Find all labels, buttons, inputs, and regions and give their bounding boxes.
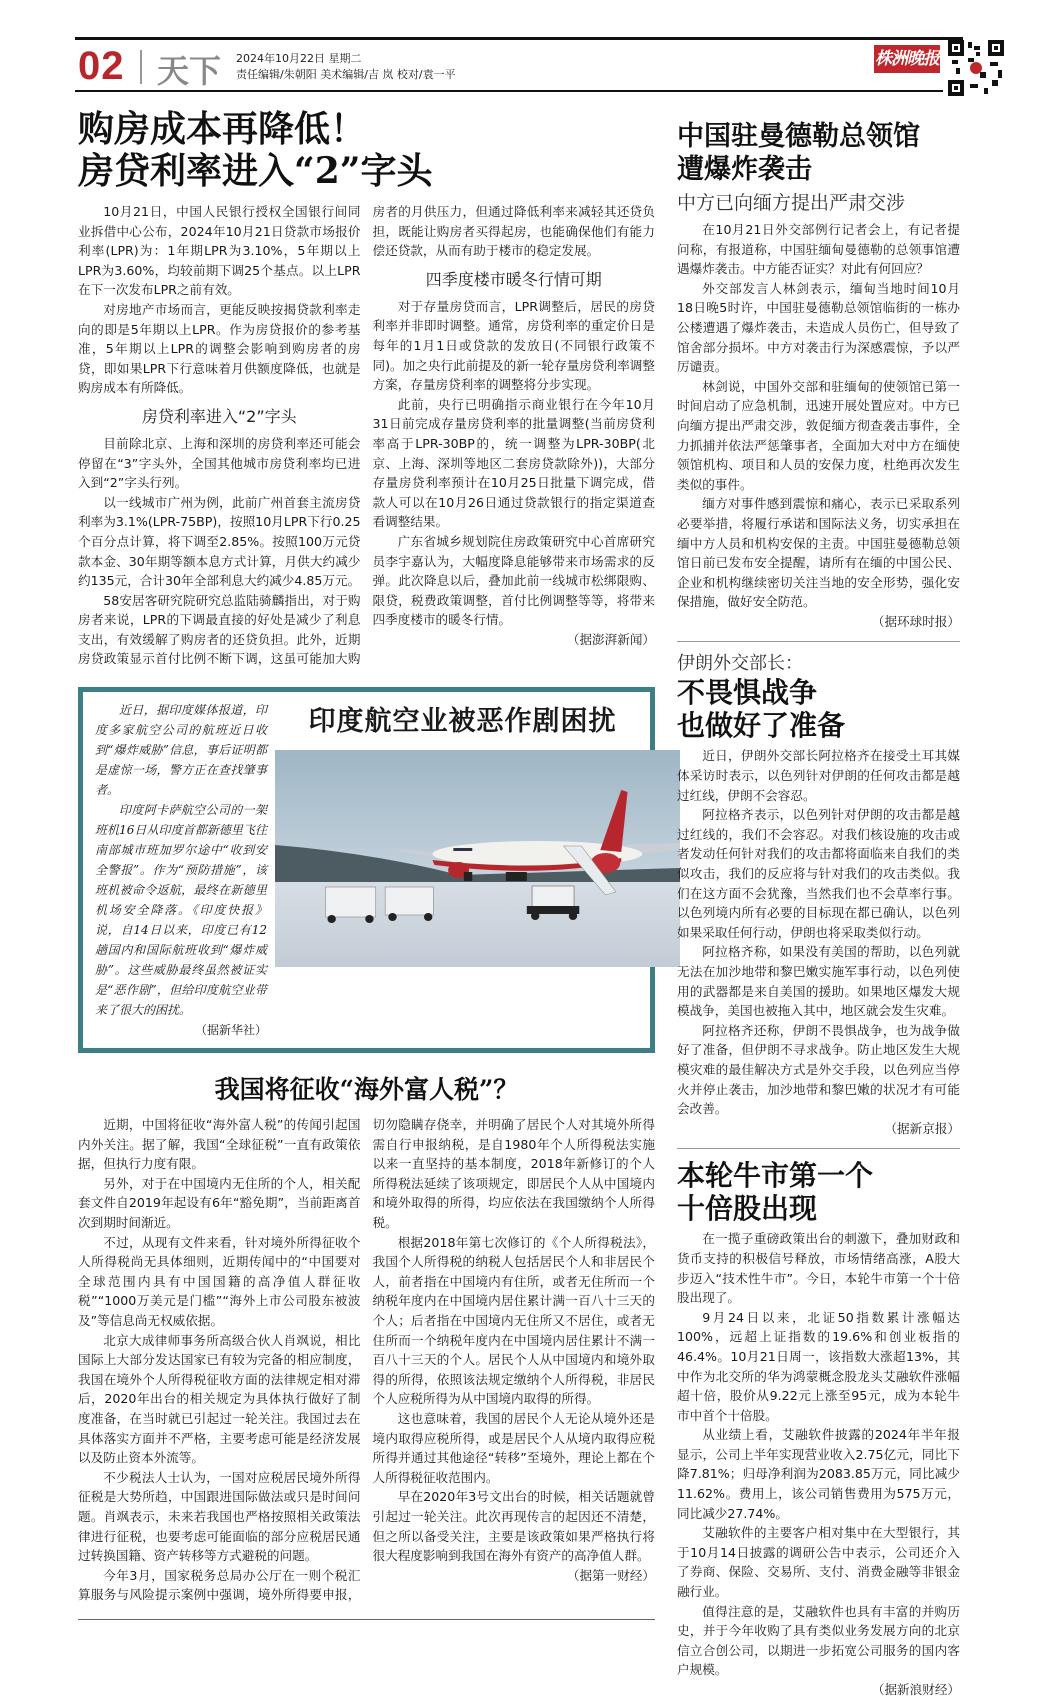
consulate-headline (677, 120, 960, 186)
airplane-photo (275, 750, 680, 967)
paragraph: 对房地产市场而言，更能反映按揭贷款利率走向的即是5年期以上LPR。作为房贷报价的参考基准，5年期以上LPR的调整会影响到购房者的房贷，即如果LPR下行意味着月供额度降低，也就是购房成本有所降低。 (78, 301, 361, 396)
article-source: （据新浪财经） (871, 1682, 960, 1697)
qr-code-icon (948, 40, 1004, 96)
paragraph: 不过，从现有文件来看，针对境外所得征收个人所得税尚无具体细则，近期传闻中的“中国要对全球范围内具有中国国籍的高净值人群征收税”“1000万美元是门槛”“海外上市公司股东被波及”等信息尚无权威依据。 (78, 1234, 361, 1328)
paragraph: 广东省城乡规划院住房政策研究中心首席研究员李宇嘉认为，大幅度降息能够带来市场需求的反弹。此次降息以后，叠加此前一线城市松绑限购、限贷，税费政策调整，首付比例调整等等，将带来四季度楼市的暖冬行情。 (372, 533, 655, 628)
paragraph: 对于存量房贷而言，LPR调整后，居民的房贷利率并非即时调整。通常，房贷利率的重定价日是每年的1月1日或贷款的发放日(不同银行政策不同)。加之央行此前提及的新一轮存量房贷利率调整方案，存量房贷利率的调整将分步实现。 (372, 298, 655, 393)
issue-date: 2024年10月22日 星期二 (236, 52, 362, 65)
paragraph: 今年3月，国家税务总局办公厅在一则个税汇算服务与风险提示案例中强调，境外所得要申报，切勿隐瞒存侥幸，并明确了居民个人对其境外所得需自行申报纳税，是自1980年个人所得税法实施以来一直坚持的基本制度，2018年新修订的个人所得税法延续了该项规定，即居民个人从中国境内和境外取得的所得，均应依法在我国缴纳个人所得税。 (78, 1117, 655, 1603)
editor-credits: 责任编辑/朱朝阳 美术编辑/吉 岚 校对/袁一平 (236, 68, 456, 81)
article-source: （据新华社） (194, 1023, 267, 1038)
paragraph: 阿拉格齐表示，以色列针对伊朗的攻击都是越过红线的，我们不会容忍。对我们核设施的攻击或者发动任何针对我们的攻击都将面临来自我们的类似攻击，我们的反应将与针对我们的攻击类似。我们在这方面不会犹豫，当然我们也不会草率行事。以色列境内所有必要的目标现在都已确认，以色列如果采取任何行动，伊朗也将采取类似行动。 (677, 807, 960, 940)
paragraph: 10月21日，中国人民银行授权全国银行间同业拆借中心公布，2024年10月21日贷款市场报价利率(LPR)为：1年期LPR为3.10%，5年期以上LPR为3.60%，均较前期下调25个基点。以上LPR在下一次发布LPR之前有效。 (78, 204, 361, 298)
top-rule (75, 37, 963, 40)
paragraph: 从业绩上看，艾融软件披露的2024年半年报显示，公司上半年实现营业收入2.75亿元，同比下降7.81%；归母净利润为2083.85万元，同比减少11.62%。费用上，该公司销售费用为575万元，同比减少27.74%。 (677, 1427, 960, 1521)
paragraph: 这也意味着，我国的居民个人无论从境外还是境内取得应税所得，或是居民个人从境内取得应税所得并通过其他途径“转移”至境外，理论上都在个人所得税征收范围内。 (372, 1410, 655, 1485)
subheading: 四季度楼市暖冬行情可期 (425, 269, 602, 289)
consulate-subtitle: 中方已向缅方提出严肃交涉 (677, 192, 906, 214)
page-bottom-rule (78, 1619, 655, 1620)
paragraph: 在10月21日外交部例行记者会上，有记者提问称，有报道称，中国驻缅甸曼德勒的总领事馆遭遇爆炸袭击。中方能否证实？对此有何回应？ (677, 222, 960, 277)
paragraph: 9月24日以来，北证50指数累计涨幅达100%，远超上证指数的19.6%和创业板指的46.4%。10月21日周一，该指数大涨超13%，其中作为北交所的华为鸿蒙概念股龙头艾融软件涨幅超十倍，股价从9.22元上涨至95元，成为本轮牛市中首个十倍股。 (677, 1309, 960, 1423)
paragraph: 林剑说，中国外交部和驻缅甸的使领馆已第一时间启动了应急机制，迅速开展处置应对。中方已向缅方提出严肃交涉，敦促缅方彻查袭击事件，全力抓捕并依法严惩肇事者，全面加大对中方在缅使领馆机构、项目和人员的安保力度，杜绝再次发生类似的事件。 (677, 378, 960, 492)
page-number: 02 (78, 44, 125, 88)
headline-line: 不畏惧战争 (677, 676, 818, 710)
newspaper-logo: 株洲晚报 (874, 45, 940, 73)
housing-headline (78, 108, 655, 192)
paragraph: 缅方对事件感到震惊和痛心，表示已采取系列必要举措，将履行承诺和国际法义务，切实承担在缅中方人员和机构安保的主责。中国驻曼德勒总领馆日前已发布安全提醒，请所有在缅的中国公民、企业和机构继续密切关注当地的安全形势，强化安保措施，做好安全防范。 (677, 496, 960, 610)
stock-article-body (677, 1229, 960, 1699)
headline-line: 购房成本再降低！ (78, 108, 367, 150)
headline-line: 房贷利率进入“2”字头 (78, 150, 433, 192)
iran-article-body (677, 746, 960, 1138)
headline-line: 本轮牛市第一个 (677, 1159, 874, 1193)
subheading: 房贷利率进入“2”字头 (141, 406, 297, 426)
column-divider (677, 641, 960, 642)
article-source: （据澎湃新闻） (566, 631, 655, 647)
paragraph: 不少税法人士认为，一国对应税居民境外所得征税是大势所趋，中国跟进国际做法或只是时间问题。肖飒表示，未来若我国也严格按照相关政策法律进行征税，也要考虑可能面临的部分应税居民通过转换国籍、资产转移等方式避税的问题。 (78, 1469, 361, 1564)
section-name: 天下 (157, 52, 222, 90)
paragraph: 58安居客研究院研究总监陆骑麟指出，对于购房者来说，LPR的下调最直接的好处是减少了利息支出，有效缓解了购房者的还贷负担。此外，近期房贷政策显示首付比例不断下调，这虽可能加大购房者的月供压力，但通过降低利率来减轻其还贷负担，既能让购房者买得起房，也能确保他们有能力偿还贷款，从而有助于楼市的稳定发展。 (78, 204, 655, 667)
consulate-article-body (677, 220, 960, 631)
stock-headline (677, 1159, 960, 1225)
paragraph: 目前除北京、上海和深圳的房贷利率还可能会停留在“3”字头外，全国其他城市房贷利率均已进入到“2”字头行列。 (78, 435, 361, 491)
paragraph: 近期，中国将征收“海外富人税”的传闻引起国内外关注。据了解，我国“全球征税”一直有政策依据，但执行力度有限。 (78, 1117, 361, 1172)
india-headline: 印度航空业被恶作剧困扰 (275, 700, 650, 744)
tax-headline: 我国将征收“海外富人税”？ (214, 1075, 519, 1105)
housing-article-body (78, 202, 655, 669)
article-source: （据新京报） (884, 1120, 960, 1136)
paragraph: 阿拉格齐还称，伊朗不畏惧战争，也为战争做好了准备，但伊朗不寻求战争。防止地区发生大规模灾难的最佳解决方式是外交手段，以色列应当停火并停止袭击，加沙地带和黎巴嫩的状况才有可能会改善。 (677, 1022, 960, 1117)
paragraph: 早在2020年3号文出台的时候，相关话题就曾引起过一轮关注。此次再现传言的起因还不清楚，但之所以备受关注，主要是该政策如果严格执行将很大程度影响到我国在海外有资产的高净值人群。 (372, 1489, 655, 1564)
header-divider (140, 50, 142, 84)
header-meta (236, 51, 836, 83)
india-article-body (95, 700, 267, 1040)
left-column (78, 108, 655, 1620)
paragraph: 北京大成律师事务所高级合伙人肖飒说，相比国际上大部分发达国家已有较为完备的相应制度，我国在境外个人所得税征收方面的法律规定相对滞后，2020年出台的相关规定为具体执行做好了制度准备，在当时就已引起过一轮关注。我国过去在具体落实方面并不严格，主要考虑可能是经济发展以及防止资本外流等。 (78, 1332, 361, 1466)
article-source: （据环球时报） (871, 613, 960, 629)
paragraph: 艾融软件的主要客户相对集中在大型银行，其于10月14日披露的调研公告中表示，公司还介入了券商、保险、交易所、支付、消费金融等非银金融行业。 (677, 1525, 960, 1600)
paragraph: 另外，对于在中国境内无住所的个人，相关配套文件自2019年起设有6年“豁免期”，当前距离首次到期时间渐近。 (78, 1175, 361, 1231)
column-divider (677, 1148, 960, 1149)
right-column (677, 120, 960, 1700)
paragraph: 近日，据印度媒体报道，印度多家航空公司的航班近日收到“爆炸威胁”信息，事后证明都是虚惊一场，警方正在查找肇事者。 (95, 703, 267, 798)
paragraph: 印度阿卡萨航空公司的一架班机16日从印度首都新德里飞往南部城市班加罗尔途中“收到安全警报”。作为“预防措施”，该班机被命令返航，最终在新德里机场安全降落。《印度快报》说，自14日以来，印度已有12趟国内和国际航班收到“爆炸威胁”。这些威胁最终虽然被证实是“恶作剧”，但给印度航空业带来了很大的困扰。 (95, 803, 267, 1018)
paragraph: 此前，央行已明确指示商业银行在今年10月31日前完成存量房贷利率的批量调整(当前房贷利率高于LPR-30BP的，统一调整为LPR-30BP(北京、上海、深圳等地区二套房贷款除外))，大部分存量房贷利率预计在10月25日批量下调完成，借款人可以在10月26日通过贷款银行的指定渠道查看调整结果。 (372, 396, 655, 530)
paragraph: 值得注意的是，艾融软件也具有丰富的并购历史，并于今年收购了具有类似业务发展方向的北京信立合创公司，以期进一步拓宽公司服务的国内客户规模。 (677, 1603, 960, 1678)
article-source: （据第一财经） (566, 1567, 655, 1583)
headline-line: 遭爆炸袭击 (677, 154, 812, 185)
paragraph: 阿拉格齐称，如果没有美国的帮助，以色列就无法在加沙地带和黎巴嫩实施军事行动，以色列使用的武器都是来自美国的援助。如果地区爆发大规模战争，美国也被拖入其中，地区就会发生灾难。 (677, 944, 960, 1019)
headline-line: 也做好了准备 (677, 709, 846, 743)
iran-kicker: 伊朗外交部长： (677, 653, 803, 675)
paragraph: 在一揽子重磅政策出台的刺激下，叠加财政和货币支持的积极信号释放，市场情绪高涨，A股大步迈入“技术性牛市”。今日，本轮牛市第一个十倍股出现了。 (677, 1231, 960, 1306)
paragraph: 根据2018年第七次修订的《个人所得税法》，我国个人所得税的纳税人包括居民个人和非居民个人，前者指在中国境内有住所，或者无住所而一个纳税年度内在中国境内居住累计满一百八十三天的个人；后者指在中国境内无住所又不居住，或者无住所而一个纳税年度内在中国境内居住累计不满一百八十三天的个人。居民个人从中国境内和境外取得的所得，依照该法规定缴纳个人所得税，非居民个人应税所得为从中国境内取得的所得。 (372, 1234, 655, 1407)
paragraph: 以一线城市广州为例，此前广州首套主流房贷利率为3.1%(LPR-75BP)，按照10月LPR下行0.25个百分点计算，将下调至2.85%。按照100万元贷款本金、30年期等额本息方式计算，月供大约减少约135元，合计30年全部利息大约减少4.85万元。 (78, 494, 361, 589)
paragraph: 外交部发言人林剑表示，缅甸当地时间10月18日晚5时许，中国驻曼德勒总领馆临街的一栋办公楼遭遇了爆炸袭击，未造成人员伤亡，但导致了馆舍部分损坏。中方对袭击行为深感震惊，予以严厉谴责。 (677, 280, 960, 375)
india-feature-frame (78, 687, 655, 1053)
paragraph: 近日，伊朗外交部长阿拉格齐在接受土耳其媒体采访时表示，以色列针对伊朗的任何攻击都是越过红线，伊朗不会容忍。 (677, 748, 960, 803)
tax-article-body (78, 1115, 655, 1605)
iran-headline (677, 676, 960, 742)
headline-line: 中国驻曼德勒总领馆 (677, 121, 920, 152)
india-photo-area (275, 700, 680, 1040)
headline-line: 十倍股出现 (677, 1192, 818, 1226)
